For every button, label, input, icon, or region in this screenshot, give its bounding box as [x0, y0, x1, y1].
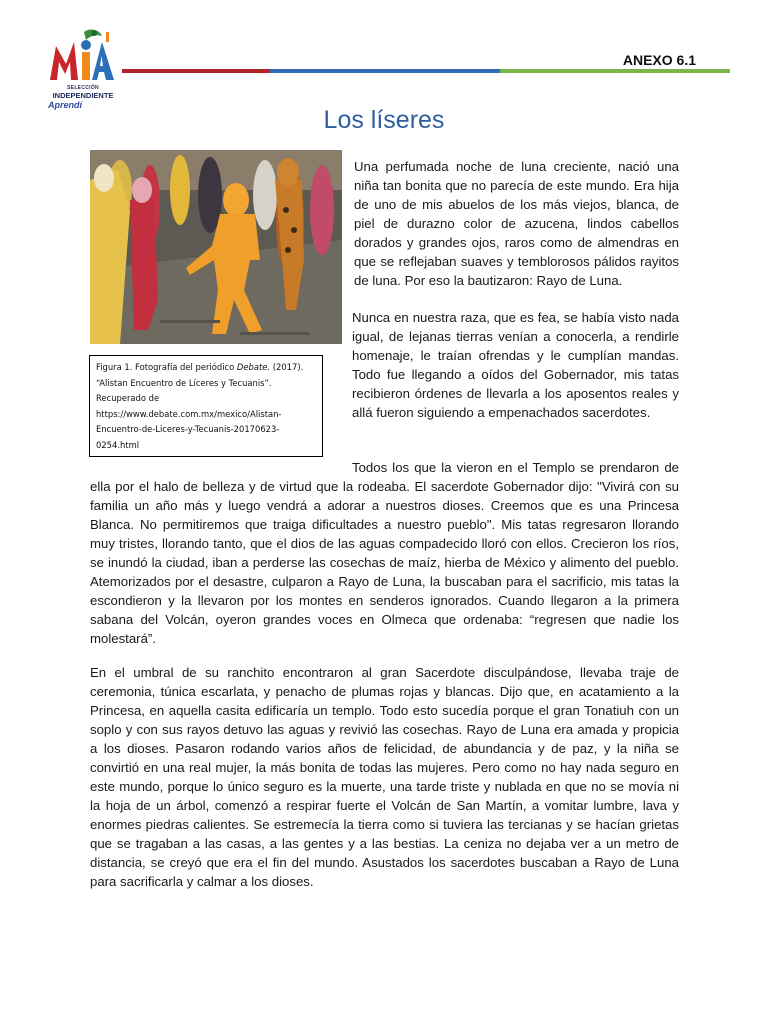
- paragraph-3-text: Todos los que la vieron en el Templo se prendaron de ella por el halo de belleza y de virtud que la rodeaba. El sacerdote Gobernador dijo: "Vivirá con su familia un año más y luego vendrá a adorar a nuestros dioses. Creemos que es una Princesa Blanca. No permitiremos que traiga dificultades a nuestro pueblo". Mis tatas regresaron llorando muy tristes, llorando tanto, que el dios de las aguas compadecido lloró con ellos. Crecieron los ríos, se inundó la ciudad, iban a perderse las cosechas de maíz, hierba de México y alimento del pueblo. Atemorizados por el desastre, culparon a Rayo de Luna, la buscaban para el sacrificio, mis tatas la escondieron y la llevaron por los montes en senderos ignorados. Cuando llegaron a la primera sabana del Volcán, oyeron grandes voces en Olmeca que ordenaba: “regresen que nadie los molestará”.: [90, 460, 679, 646]
- paragraph-2: Nunca en nuestra raza, que es fea, se había visto nada igual, de lejanas tierras venían a conocerla, a rendirle homenaje, le traían ofrendas y le cumplían mandas. Todo fue llegando a oídos del Gobernador, mis tatas recibieron órdenes de llevarla a los aposentos reales y allá fueron siguiendo a empenachados sacerdotes.: [352, 310, 679, 420]
- paragraph-4: En el umbral de su ranchito encontraron al gran Sacerdote disculpándose, llevaba traje de ceremonia, túnica escarlata, y penacho de plumas rojas y blancas. Dijo que, en acatamiento a la Princesa, en aquella casita edificaría un templo. Todo esto sucedía porque el gran Tonatiuh con un soplo y con sus rayos detuvo las aguas y revivió las cosechas. Rayo de Luna era amada y propicia a los dioses. Pasaron rodando varios años de felicidad, de abundancia y de paz, y la niña se convirtió en una real mujer, la más bonita de todas las mujeres. Pero como no hay nada seguro en este mundo, porque lo único seguro es la muerte, una tarde triste y nublada en que no se movía ni la hoja de un árbol, comenzó a respirar fuerte el Volcán de San Martín, a vomitar lumbre, lava y enormes piedras calientes. Se estremecía la tierra como si tuviera las tercianas y se hacían grietas que se tragaban a las casas, a las gentes y a las bestias. La ceniza no dejaba ver a un metro de distancia, se creyó que era el fin del mundo. Asustados los sacerdotes buscaban a Rayo de Luna para sacrificarla y calmar a los dioses.: [90, 665, 679, 889]
- header-bar-blue: [270, 69, 500, 73]
- page-title: Los líseres: [323, 106, 445, 134]
- caption-source: Debate.: [236, 362, 271, 372]
- logo-line2: INDEPENDIENTE: [52, 91, 114, 100]
- logo-line1: SELECCIÓN: [67, 85, 99, 91]
- figure-caption: [89, 355, 323, 457]
- paragraph-1: Una perfumada noche de luna creciente, nació una niña tan bonita que no parecía de este mundo. Era hija de uno de mis abuelos de los más viejos, blanca, de piel de durazno color de azucena, lindos cabellos dorados y grandes ojos, raros como de almendras en que se reflejaban suaves y temblorosos pálidos rayitos de luna. Por eso la bautizaron: Rayo de Luna.: [354, 159, 679, 288]
- logo-line3: Aprendí: [48, 100, 83, 110]
- header-bar-red: [122, 69, 270, 73]
- figure-photo: [90, 150, 342, 344]
- logo-mark-icon: [44, 28, 122, 86]
- caption-prefix: Figura 1. Fotografía del periódico: [96, 362, 237, 372]
- annex-label: ANEXO 6.1: [622, 52, 696, 68]
- costumed-dancers-photo-icon: [90, 150, 342, 344]
- header-bar-green: [500, 69, 730, 73]
- paragraph-3: [90, 458, 679, 648]
- caption-rest: (2017). “Alistan Encuentro de Líceres y Tecuanis”. Recuperado de https://www.debate.com.mx/mexico/Alistan-Encuentro-de-Liceres-y-Tecuanis-20170623-0254.html: [96, 362, 304, 450]
